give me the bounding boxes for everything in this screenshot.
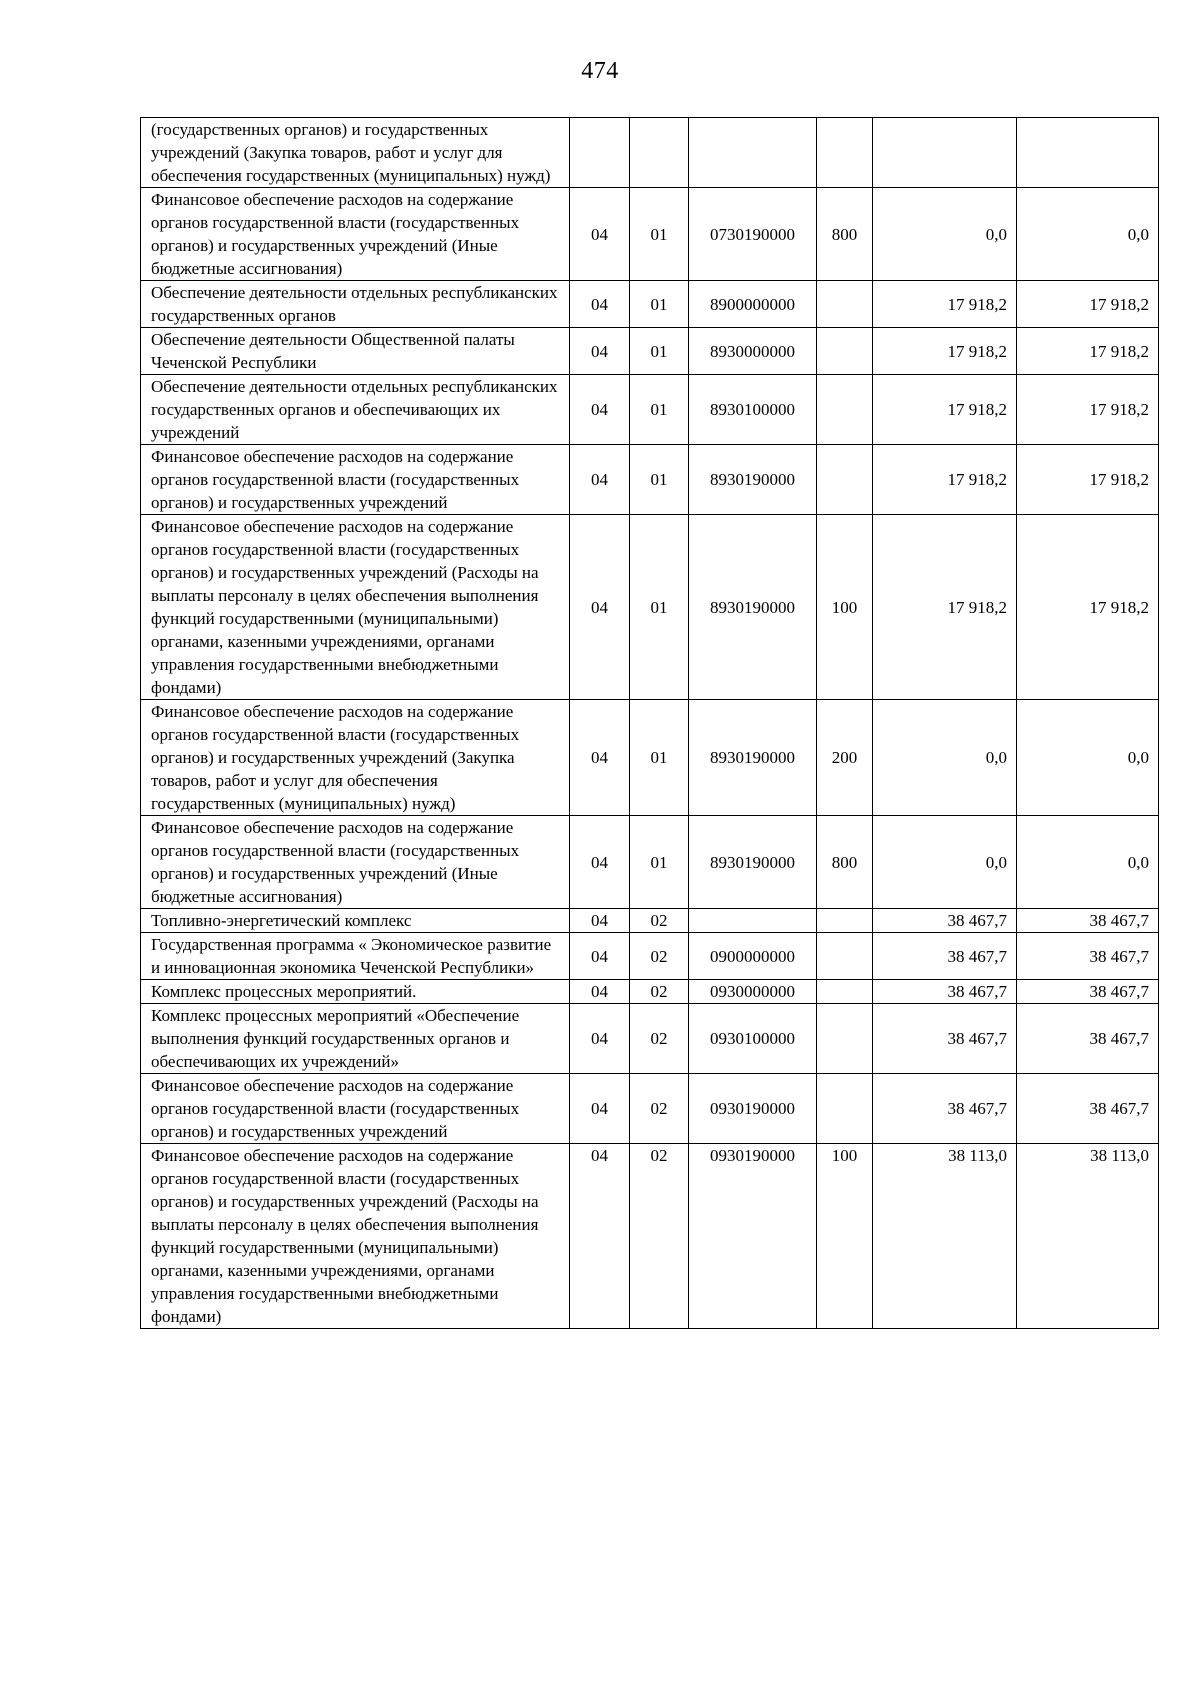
expense-type-code: 800 xyxy=(817,816,873,909)
amount-year-1: 17 918,2 xyxy=(873,281,1017,328)
expense-type-code xyxy=(817,980,873,1004)
amount-year-1: 38 467,7 xyxy=(873,1004,1017,1074)
table-row xyxy=(141,445,1159,515)
subsection-code: 01 xyxy=(630,375,689,445)
target-article-code: 0730190000 xyxy=(689,188,817,281)
target-article-code: 0900000000 xyxy=(689,933,817,980)
subsection-code: 01 xyxy=(630,281,689,328)
target-article-code: 8930190000 xyxy=(689,445,817,515)
subsection-code: 02 xyxy=(630,1074,689,1144)
budget-table xyxy=(140,117,1159,1329)
amount-year-2: 17 918,2 xyxy=(1017,445,1159,515)
subsection-code xyxy=(630,118,689,188)
amount-year-2: 38 467,7 xyxy=(1017,909,1159,933)
target-article-code: 8930000000 xyxy=(689,328,817,375)
section-code: 04 xyxy=(570,328,630,375)
target-article-code: 0930190000 xyxy=(689,1074,817,1144)
subsection-code: 01 xyxy=(630,515,689,700)
amount-year-1: 38 467,7 xyxy=(873,980,1017,1004)
expense-type-code: 100 xyxy=(817,515,873,700)
row-name: Топливно-энергетический комплекс xyxy=(141,909,570,933)
row-name: Финансовое обеспечение расходов на содержание органов государственной власти (государственных органов) и государственных учреждений xyxy=(141,445,570,515)
row-name: Финансовое обеспечение расходов на содержание органов государственной власти (государственных органов) и государственных учреждений (Расходы на выплаты персоналу в целях обеспечения выполнения функций государственными (муниципальными) органами, казенными учреждениями, органами управления государственными внебюджетными фондами) xyxy=(141,1144,570,1329)
target-article-code: 0930100000 xyxy=(689,1004,817,1074)
row-name: (государственных органов) и государственных учреждений (Закупка товаров, работ и услуг для обеспечения государственных (муниципальных) нужд) xyxy=(141,118,570,188)
table-row xyxy=(141,700,1159,816)
section-code: 04 xyxy=(570,700,630,816)
table-row xyxy=(141,281,1159,328)
row-name: Комплекс процессных мероприятий «Обеспечение выполнения функций государственных органов и обеспечивающих их учреждений» xyxy=(141,1004,570,1074)
row-name: Финансовое обеспечение расходов на содержание органов государственной власти (государственных органов) и государственных учреждений (Иные бюджетные ассигнования) xyxy=(141,188,570,281)
expense-type-code: 800 xyxy=(817,188,873,281)
amount-year-2: 0,0 xyxy=(1017,700,1159,816)
table-row xyxy=(141,980,1159,1004)
expense-type-code xyxy=(817,375,873,445)
expense-type-code xyxy=(817,328,873,375)
subsection-code: 01 xyxy=(630,188,689,281)
subsection-code: 01 xyxy=(630,700,689,816)
target-article-code: 8900000000 xyxy=(689,281,817,328)
amount-year-2: 38 467,7 xyxy=(1017,1074,1159,1144)
target-article-code: 8930190000 xyxy=(689,816,817,909)
subsection-code: 02 xyxy=(630,1004,689,1074)
subsection-code: 01 xyxy=(630,445,689,515)
target-article-code xyxy=(689,909,817,933)
amount-year-2: 17 918,2 xyxy=(1017,328,1159,375)
section-code: 04 xyxy=(570,909,630,933)
amount-year-1: 38 467,7 xyxy=(873,933,1017,980)
target-article-code: 0930000000 xyxy=(689,980,817,1004)
amount-year-1: 38 113,0 xyxy=(873,1144,1017,1329)
page-number: 474 xyxy=(581,58,619,84)
target-article-code: 8930100000 xyxy=(689,375,817,445)
section-code: 04 xyxy=(570,188,630,281)
subsection-code: 02 xyxy=(630,1144,689,1329)
target-article-code: 0930190000 xyxy=(689,1144,817,1329)
section-code: 04 xyxy=(570,1004,630,1074)
amount-year-1: 38 467,7 xyxy=(873,1074,1017,1144)
row-name: Финансовое обеспечение расходов на содержание органов государственной власти (государственных органов) и государственных учреждений (Закупка товаров, работ и услуг для обеспечения государственных (муниципальных) нужд) xyxy=(141,700,570,816)
section-code: 04 xyxy=(570,445,630,515)
amount-year-2: 38 467,7 xyxy=(1017,1004,1159,1074)
amount-year-2: 17 918,2 xyxy=(1017,375,1159,445)
amount-year-2 xyxy=(1017,118,1159,188)
table-row xyxy=(141,515,1159,700)
amount-year-1: 0,0 xyxy=(873,816,1017,909)
amount-year-1: 17 918,2 xyxy=(873,328,1017,375)
section-code: 04 xyxy=(570,980,630,1004)
row-name: Обеспечение деятельности Общественной палаты Чеченской Республики xyxy=(141,328,570,375)
amount-year-1: 17 918,2 xyxy=(873,375,1017,445)
target-article-code: 8930190000 xyxy=(689,515,817,700)
row-name: Государственная программа « Экономическое развитие и инновационная экономика Чеченской Республики» xyxy=(141,933,570,980)
amount-year-1: 17 918,2 xyxy=(873,445,1017,515)
amount-year-2: 0,0 xyxy=(1017,816,1159,909)
section-code: 04 xyxy=(570,1144,630,1329)
row-name: Финансовое обеспечение расходов на содержание органов государственной власти (государственных органов) и государственных учреждений xyxy=(141,1074,570,1144)
table-row xyxy=(141,933,1159,980)
amount-year-2: 0,0 xyxy=(1017,188,1159,281)
expense-type-code xyxy=(817,118,873,188)
expense-type-code: 200 xyxy=(817,700,873,816)
table-row xyxy=(141,909,1159,933)
table-row xyxy=(141,328,1159,375)
expense-type-code xyxy=(817,445,873,515)
table-row xyxy=(141,118,1159,188)
expense-type-code xyxy=(817,1074,873,1144)
subsection-code: 02 xyxy=(630,909,689,933)
row-name: Обеспечение деятельности отдельных республиканских государственных органов и обеспечивающих их учреждений xyxy=(141,375,570,445)
amount-year-2: 17 918,2 xyxy=(1017,281,1159,328)
table-row xyxy=(141,1074,1159,1144)
amount-year-2: 38 113,0 xyxy=(1017,1144,1159,1329)
table-row xyxy=(141,188,1159,281)
amount-year-2: 38 467,7 xyxy=(1017,933,1159,980)
section-code: 04 xyxy=(570,375,630,445)
section-code: 04 xyxy=(570,281,630,328)
subsection-code: 01 xyxy=(630,328,689,375)
amount-year-1: 0,0 xyxy=(873,188,1017,281)
amount-year-1 xyxy=(873,118,1017,188)
subsection-code: 02 xyxy=(630,933,689,980)
subsection-code: 02 xyxy=(630,980,689,1004)
amount-year-1: 0,0 xyxy=(873,700,1017,816)
expense-type-code xyxy=(817,933,873,980)
section-code: 04 xyxy=(570,515,630,700)
row-name: Комплекс процессных мероприятий. xyxy=(141,980,570,1004)
table-row xyxy=(141,375,1159,445)
section-code: 04 xyxy=(570,816,630,909)
amount-year-1: 38 467,7 xyxy=(873,909,1017,933)
target-article-code xyxy=(689,118,817,188)
row-name: Финансовое обеспечение расходов на содержание органов государственной власти (государственных органов) и государственных учреждений (Иные бюджетные ассигнования) xyxy=(141,816,570,909)
amount-year-2: 38 467,7 xyxy=(1017,980,1159,1004)
expense-type-code xyxy=(817,1004,873,1074)
expense-type-code xyxy=(817,909,873,933)
target-article-code: 8930190000 xyxy=(689,700,817,816)
amount-year-2: 17 918,2 xyxy=(1017,515,1159,700)
table-row xyxy=(141,816,1159,909)
section-code: 04 xyxy=(570,933,630,980)
section-code xyxy=(570,118,630,188)
expense-type-code: 100 xyxy=(817,1144,873,1329)
table-row xyxy=(141,1144,1159,1329)
expense-type-code xyxy=(817,281,873,328)
amount-year-1: 17 918,2 xyxy=(873,515,1017,700)
row-name: Обеспечение деятельности отдельных республиканских государственных органов xyxy=(141,281,570,328)
subsection-code: 01 xyxy=(630,816,689,909)
row-name: Финансовое обеспечение расходов на содержание органов государственной власти (государственных органов) и государственных учреждений (Расходы на выплаты персоналу в целях обеспечения выполнения функций государственными (муниципальными) органами, казенными учреждениями, органами управления государственными внебюджетными фондами) xyxy=(141,515,570,700)
table-row xyxy=(141,1004,1159,1074)
section-code: 04 xyxy=(570,1074,630,1144)
